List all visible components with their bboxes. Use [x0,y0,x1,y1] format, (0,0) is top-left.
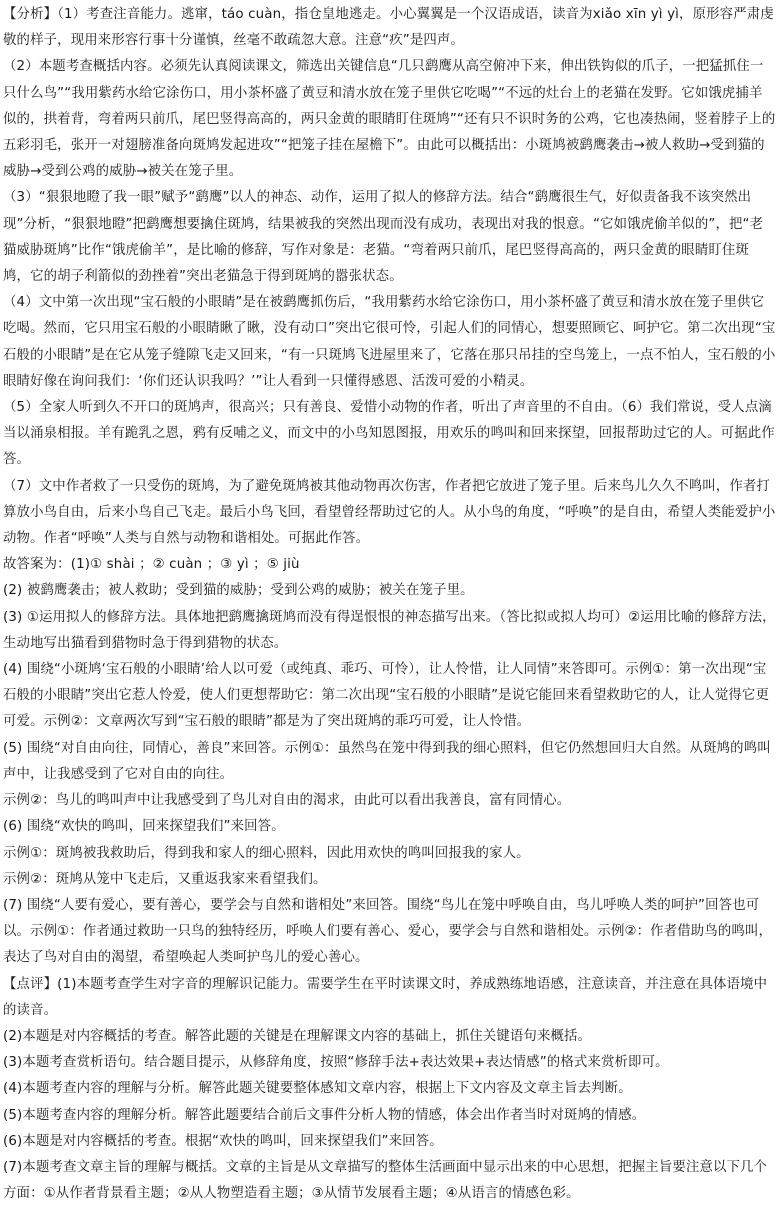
comment-1: 【点评】(1)本题考查学生对字音的理解识记能力。需要学生在平时读课文时，养成熟练地语感，注意读音，并注意在具体语境中的读音。 [3,976,768,1018]
analysis-paragraph-7: （7）文中作者救了一只受伤的斑鸠，为了避免斑鸠被其他动物再次伤害，作者把它放进了笼子里。后来鸟儿久久不鸣叫，作者打算放小鸟自由，后来小鸟自己飞走。最后小鸟飞回，看望曾经帮助过它的人。从小鸟的角度，“呼唤”的是自由，希望人类能爱护小动物。作者“呼唤”人类与自然与动物和谐相处。可据此作答。 [3,478,776,547]
comment-4: (4)本题考查内容的理解与分析。解答此题关键要整体感知文章内容，根据上下文内容及文章主旨去判断。 [3,1081,632,1097]
comment-5: (5)本题考查内容的理解分析。解答此题要结合前后文事件分析人物的情感，体会出作者当时对斑鸠的情感。 [3,1107,646,1123]
comment-7: (7)本题考查文章主旨的理解与概括。文章的主旨是从文章描写的整体生活画面中显示出来的中心思想，把握主旨要注意以下几个方面：①从作者背景看主题；②从人物塑造看主题；③从情节发展看主题；④从语言的情感色彩。 [3,1159,768,1202]
answer-5: (5) 围绕“对自由向往，同情心，善良”来回答。示例①：虽然鸟在笼中得到我的细心照料，但它仍然想回归大自然。从斑鸠的鸣叫声中，让我感受到了它对自由的向往。 [3,740,771,782]
answer-6: (6) 围绕“欢快的鸣叫，回来探望我们”来回答。 [3,819,285,835]
answer-6-example-2: 示例②：斑鸠从笼中飞走后，又重返我家来看望我们。 [3,871,327,887]
answer-2: (2) 被鹞鹰袭击；被人救助；受到猫的威胁；受到公鸡的威胁；被关在笼子里。 [3,583,474,599]
analysis-paragraph-1: 【分析】（1）考查注音能力。逃窜，táo cuàn，指仓皇地逃走。小心翼翼是一个汉语成语，读音为xiǎo xīn yì yì，原形容严肃虔敬的样子，现用来形容行事十分谨慎，丝毫不敢疏忽大意。注意“疚”是四声。 [3,7,774,49]
analysis-paragraph-3: （3）“狠狠地瞪了我一眼”赋予“鹞鹰”以人的神态、动作，运用了拟人的修辞方法。结合“鹞鹰很生气，好似责备我不该突然出现”分析，“狠狠地瞪”把鹞鹰想要擒住斑鸠，结果被我的突然出现而没有成功，表现出对我的恨意。“它如饿虎偷羊似的”，把“老猫威胁斑鸠”比作“饿虎偷羊”，是比喻的修辞，写作对象是：老猫。“弯着两只前爪，尾巴竖得高高的，两只金黄的眼睛盯住斑鸠，它的胡子利箭似的劲挫着”突出老猫急于得到斑鸠的嚣张状态。 [3,190,764,285]
comment-3: (3)本题考查赏析语句。结合题目提示，从修辞角度，按照“修辞手法+表达效果+表达情感”的格式来赏析即可。 [3,1055,669,1071]
answer-6-example-1: 示例①：斑鸠被我救助后，得到我和家人的细心照料，因此用欢快的鸣叫回报我的家人。 [3,845,530,861]
answer-4: (4) 围绕“小斑鸠‘宝石般的小眼睛’给人以可爱（或纯真、乖巧、可怜），让人怜惜，让人同情”来答即可。示例①：第一次出现“宝石般的小眼睛”突出它惹人怜爱，使人们更想帮助它：第二次出现“宝石般的小眼睛”是说它能回来看望救助它的人，让人觉得它更可爱。示例②：文章两次写到“宝石般的眼睛”都是为了突出斑鸠的乖巧可爱，让人怜惜。 [3,662,769,730]
answer-7: (7) 围绕“人要有爱心，要有善心，要学会与自然和谐相处”来回答。围绕“鸟儿在笼中呼唤自由，鸟儿呼唤人类的呵护”回答也可以。示例①：作者通过救助一只鸟的独特经历，呼唤人们要有善心、爱心，要学会与自然和谐相处。示例②：作者借助鸟的鸣叫，表达了鸟对自由的渴望，希望唤起人类呵护鸟儿的爱心善心。 [3,897,773,966]
analysis-paragraph-4: （4）文中第一次出现“宝石般的小眼睛”是在被鹞鹰抓伤后，“我用紫药水给它涂伤口，用小茶杯盛了黄豆和清水放在笼子里供它吃喝。然而，它只用宝石般的小眼睛瞅了瞅，没有动口”突出它很可怜，引起人们的同情心，想要照顾它、呵护它。第二次出现“宝石般的小眼睛”是在它从笼子缝隙飞走又回来，“有一只斑鸠飞进屋里来了，它落在那只吊挂的空鸟笼上，一点不怕人，宝石般的小眼睛好像在询问我们：‘你们还认识我吗？’”让人看到一只懂得感恩、活泼可爱的小精灵。 [3,295,776,389]
answer-intro: 故答案为：(1)① shài ；② cuàn ；③ yì ；⑤ jiù [3,557,300,573]
answer-5-example-2: 示例②：鸟儿的鸣叫声中让我感受到了鸟儿对自由的渴求，由此可以看出我善良，富有同情心。 [3,793,571,809]
analysis-paragraph-5: （5）全家人听到久不开口的斑鸠声，很高兴；只有善良、爱惜小动物的作者，听出了声音里的不自由。（6）我们常说，受人点滴当以涌泉相报。羊有跪乳之恩，鸦有反哺之义，而文中的小鸟知恩图报，用欢乐的鸣叫和回来探望，回报帮助过它的人。可据此作答。 [3,400,775,468]
comment-2: (2)本题是对内容概括的考查。解答此题的关键是在理解课文内容的基础上，抓住关键语句来概括。 [3,1028,592,1044]
analysis-paragraph-2: （2）本题考查概括内容。必须先认真阅读课文，筛选出关键信息“几只鹞鹰从高空俯冲下来，伸出铁钩似的爪子，一把猛抓住一只什么鸟”“我用紫药水给它涂伤口，用小茶杯盛了黄豆和清水放在笼子里供它吃喝”“不远的灶台上的老猫在发野。它如饿虎捕羊似的，拱着背，弯着两只前爪，尾巴竖得高高的，两只金黄的眼睛盯住斑鸠”“还有只不识时务的公鸡，它也凑热闹，竖着脖子上的五彩羽毛，张开一对翅膀准备向斑鸠发起进攻”“把笼子挂在屋檐下”。由此可以概括出：小斑鸠被鹞鹰袭击→被人救助→受到猫的威胁→受到公鸡的威胁→被关在笼子里。 [3,59,776,180]
answer-3: (3) ①运用拟人的修辞方法。具体地把鹞鹰擒斑鸠而没有得逞恨恨的神态描写出来。（答比拟或拟人均可）②运用比喻的修辞方法，生动地写出猫看到猎物时急于得到猎物的状态。 [3,609,776,651]
comment-6: (6)本题是对内容概括的考查。根据“欢快的鸣叫，回来探望我们”来回答。 [3,1133,443,1149]
